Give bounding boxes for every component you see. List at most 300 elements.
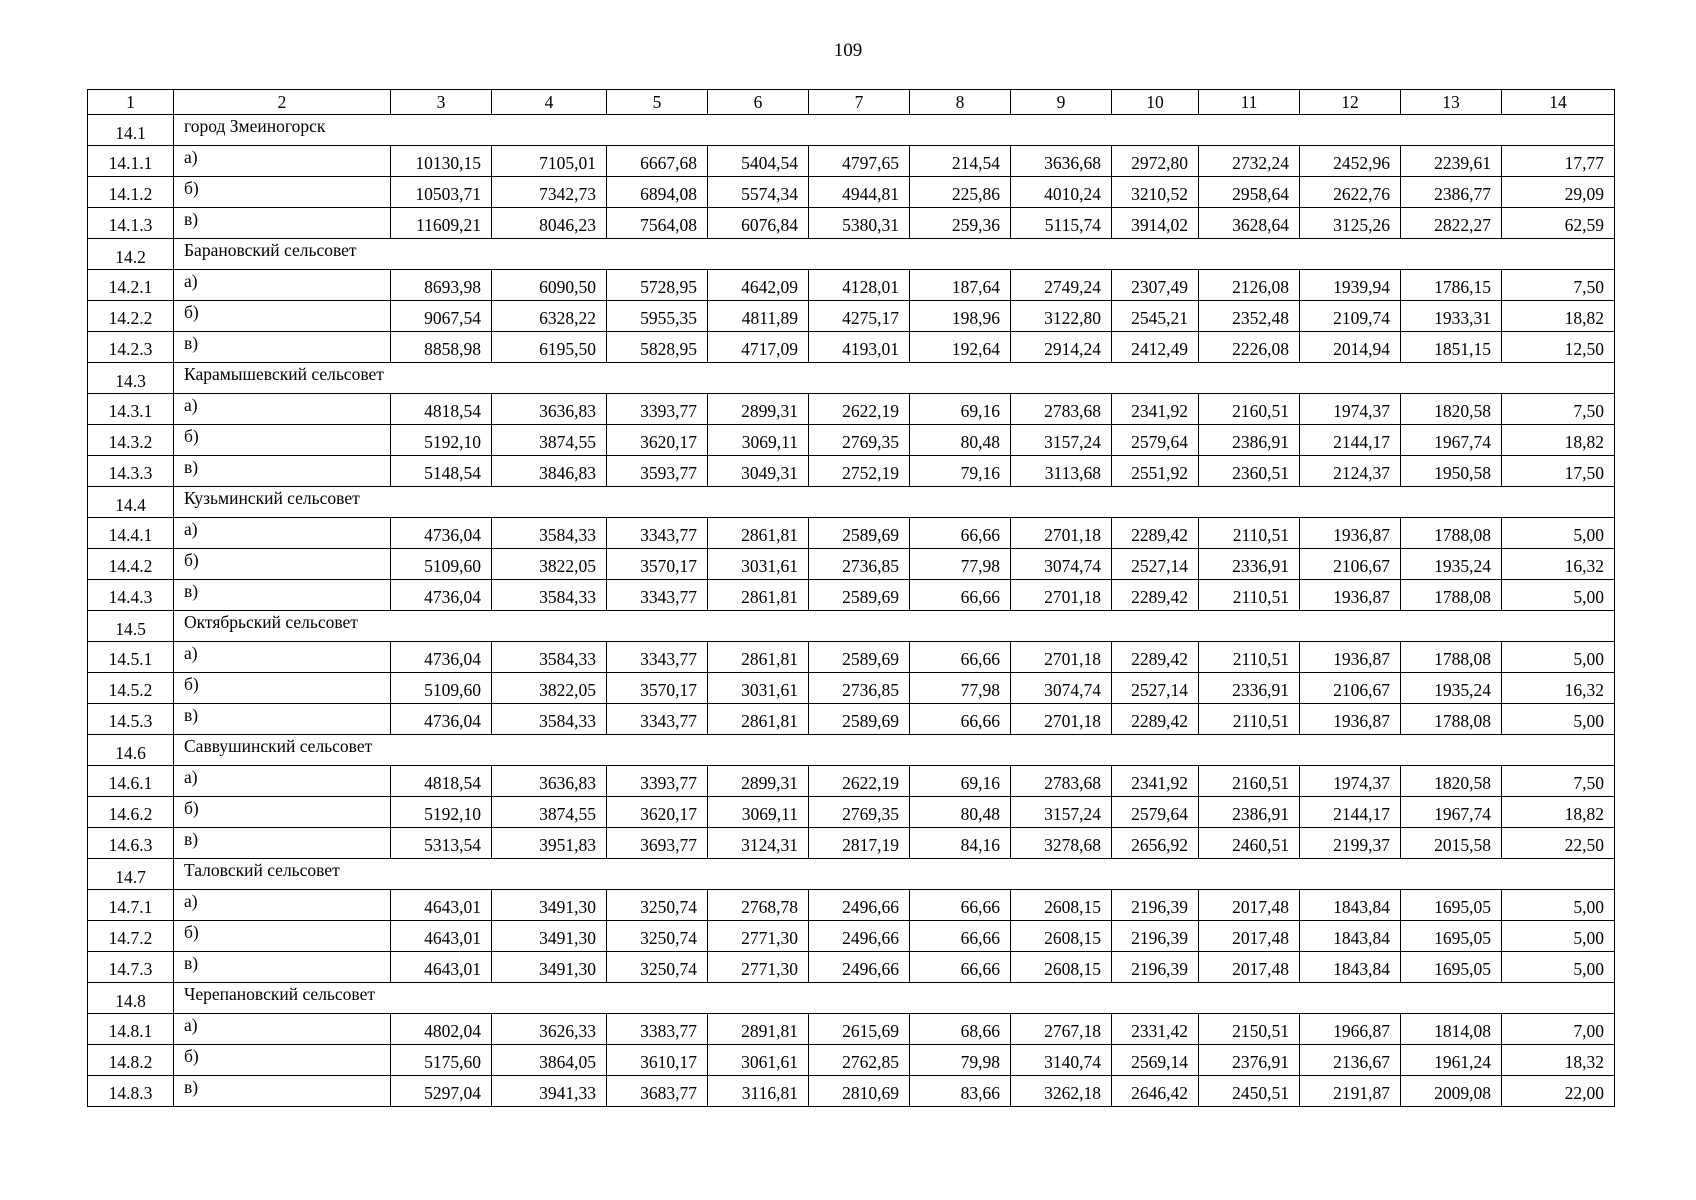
group-code: 14.3 (88, 363, 174, 394)
value-cell: 2622,76 (1300, 177, 1401, 208)
group-row (88, 239, 1615, 270)
value-cell: 3140,74 (1011, 1045, 1112, 1076)
column-header: 4 (492, 90, 607, 115)
value-cell: 2701,18 (1011, 580, 1112, 611)
value-cell: 79,16 (910, 456, 1011, 487)
value-cell: 3636,83 (492, 766, 607, 797)
table-row (88, 425, 1615, 456)
value-cell: 5115,74 (1011, 208, 1112, 239)
value-cell: 6667,68 (607, 146, 708, 177)
value-cell: 5109,60 (391, 549, 492, 580)
row-variant: а) (174, 518, 391, 549)
value-cell: 4811,89 (708, 301, 809, 332)
table-row (88, 952, 1615, 983)
value-cell: 2150,51 (1199, 1014, 1300, 1045)
value-cell: 2822,27 (1401, 208, 1502, 239)
value-cell: 17,77 (1502, 146, 1615, 177)
value-cell: 3570,17 (607, 673, 708, 704)
value-cell: 2331,42 (1112, 1014, 1199, 1045)
value-cell: 2749,24 (1011, 270, 1112, 301)
value-cell: 4643,01 (391, 921, 492, 952)
row-code: 14.2.3 (88, 332, 174, 363)
page-number: 109 (833, 40, 863, 61)
row-code: 14.2.1 (88, 270, 174, 301)
value-cell: 4193,01 (809, 332, 910, 363)
table-row (88, 549, 1615, 580)
value-cell: 3250,74 (607, 890, 708, 921)
value-cell: 2589,69 (809, 704, 910, 735)
value-cell: 3693,77 (607, 828, 708, 859)
value-cell: 5,00 (1502, 518, 1615, 549)
group-name: Кузьминский сельсовет (174, 487, 1615, 518)
value-cell: 1936,87 (1300, 642, 1401, 673)
value-cell: 1820,58 (1401, 394, 1502, 425)
value-cell: 3113,68 (1011, 456, 1112, 487)
value-cell: 10503,71 (391, 177, 492, 208)
table-row (88, 1045, 1615, 1076)
value-cell: 2891,81 (708, 1014, 809, 1045)
value-cell: 2110,51 (1199, 518, 1300, 549)
value-cell: 2386,77 (1401, 177, 1502, 208)
row-code: 14.1.1 (88, 146, 174, 177)
group-row (88, 859, 1615, 890)
value-cell: 66,66 (910, 518, 1011, 549)
value-cell: 77,98 (910, 549, 1011, 580)
value-cell: 2899,31 (708, 394, 809, 425)
value-cell: 1695,05 (1401, 921, 1502, 952)
group-name: Барановский сельсовет (174, 239, 1615, 270)
value-cell: 2527,14 (1112, 673, 1199, 704)
row-variant: б) (174, 921, 391, 952)
value-cell: 16,32 (1502, 549, 1615, 580)
value-cell: 18,82 (1502, 425, 1615, 456)
value-cell: 2622,19 (809, 766, 910, 797)
value-cell: 18,82 (1502, 301, 1615, 332)
value-cell: 4818,54 (391, 394, 492, 425)
value-cell: 2861,81 (708, 518, 809, 549)
value-cell: 2015,58 (1401, 828, 1502, 859)
value-cell: 5728,95 (607, 270, 708, 301)
value-cell: 1935,24 (1401, 549, 1502, 580)
value-cell: 2126,08 (1199, 270, 1300, 301)
value-cell: 3941,33 (492, 1076, 607, 1107)
value-cell: 3250,74 (607, 952, 708, 983)
value-cell: 11609,21 (391, 208, 492, 239)
value-cell: 4944,81 (809, 177, 910, 208)
column-header: 11 (1199, 90, 1300, 115)
value-cell: 2160,51 (1199, 766, 1300, 797)
value-cell: 1788,08 (1401, 642, 1502, 673)
value-cell: 5828,95 (607, 332, 708, 363)
value-cell: 1843,84 (1300, 890, 1401, 921)
value-cell: 2736,85 (809, 673, 910, 704)
value-cell: 1939,94 (1300, 270, 1401, 301)
value-cell: 1936,87 (1300, 518, 1401, 549)
value-cell: 5,00 (1502, 642, 1615, 673)
column-header: 13 (1401, 90, 1502, 115)
value-cell: 2551,92 (1112, 456, 1199, 487)
value-cell: 68,66 (910, 1014, 1011, 1045)
value-cell: 2496,66 (809, 890, 910, 921)
value-cell: 2615,69 (809, 1014, 910, 1045)
value-cell: 3343,77 (607, 580, 708, 611)
value-cell: 5175,60 (391, 1045, 492, 1076)
value-cell: 3874,55 (492, 425, 607, 456)
value-cell: 3061,61 (708, 1045, 809, 1076)
value-cell: 5313,54 (391, 828, 492, 859)
value-cell: 2110,51 (1199, 704, 1300, 735)
value-cell: 2341,92 (1112, 766, 1199, 797)
value-cell: 2460,51 (1199, 828, 1300, 859)
value-cell: 2958,64 (1199, 177, 1300, 208)
row-code: 14.6.2 (88, 797, 174, 828)
table-row (88, 208, 1615, 239)
value-cell: 2646,42 (1112, 1076, 1199, 1107)
value-cell: 3157,24 (1011, 797, 1112, 828)
value-cell: 3491,30 (492, 952, 607, 983)
value-cell: 3626,33 (492, 1014, 607, 1045)
value-cell: 3116,81 (708, 1076, 809, 1107)
value-cell: 4797,65 (809, 146, 910, 177)
group-row (88, 115, 1615, 146)
value-cell: 1788,08 (1401, 580, 1502, 611)
value-cell: 1695,05 (1401, 952, 1502, 983)
value-cell: 4643,01 (391, 952, 492, 983)
column-header: 12 (1300, 90, 1401, 115)
value-cell: 3278,68 (1011, 828, 1112, 859)
value-cell: 3683,77 (607, 1076, 708, 1107)
row-variant: в) (174, 828, 391, 859)
value-cell: 2360,51 (1199, 456, 1300, 487)
value-cell: 1843,84 (1300, 921, 1401, 952)
value-cell: 22,50 (1502, 828, 1615, 859)
row-code: 14.1.2 (88, 177, 174, 208)
value-cell: 77,98 (910, 673, 1011, 704)
value-cell: 2622,19 (809, 394, 910, 425)
value-cell: 7342,73 (492, 177, 607, 208)
value-cell: 5,00 (1502, 704, 1615, 735)
value-cell: 1695,05 (1401, 890, 1502, 921)
group-row (88, 487, 1615, 518)
value-cell: 259,36 (910, 208, 1011, 239)
value-cell: 2608,15 (1011, 890, 1112, 921)
value-cell: 1786,15 (1401, 270, 1502, 301)
value-cell: 2144,17 (1300, 797, 1401, 828)
column-header: 10 (1112, 90, 1199, 115)
value-cell: 3864,05 (492, 1045, 607, 1076)
value-cell: 8693,98 (391, 270, 492, 301)
value-cell: 3383,77 (607, 1014, 708, 1045)
row-variant: а) (174, 1014, 391, 1045)
value-cell: 6894,08 (607, 177, 708, 208)
table-row (88, 704, 1615, 735)
value-cell: 3636,83 (492, 394, 607, 425)
value-cell: 1851,15 (1401, 332, 1502, 363)
value-cell: 4010,24 (1011, 177, 1112, 208)
value-cell: 2336,91 (1199, 549, 1300, 580)
column-header: 8 (910, 90, 1011, 115)
value-cell: 2817,19 (809, 828, 910, 859)
value-cell: 2106,67 (1300, 549, 1401, 580)
value-cell: 2289,42 (1112, 580, 1199, 611)
value-cell: 3914,02 (1112, 208, 1199, 239)
value-cell: 5,00 (1502, 890, 1615, 921)
row-variant: б) (174, 797, 391, 828)
value-cell: 17,50 (1502, 456, 1615, 487)
group-code: 14.7 (88, 859, 174, 890)
group-name: Карамышевский сельсовет (174, 363, 1615, 394)
value-cell: 2110,51 (1199, 580, 1300, 611)
value-cell: 18,82 (1502, 797, 1615, 828)
value-cell: 2450,51 (1199, 1076, 1300, 1107)
row-variant: в) (174, 456, 391, 487)
value-cell: 2144,17 (1300, 425, 1401, 456)
value-cell: 66,66 (910, 704, 1011, 735)
value-cell: 198,96 (910, 301, 1011, 332)
value-cell: 4643,01 (391, 890, 492, 921)
value-cell: 2196,39 (1112, 890, 1199, 921)
row-code: 14.5.2 (88, 673, 174, 704)
value-cell: 66,66 (910, 952, 1011, 983)
value-cell: 2783,68 (1011, 766, 1112, 797)
group-row (88, 611, 1615, 642)
row-code: 14.7.2 (88, 921, 174, 952)
table-body (88, 90, 1615, 1107)
value-cell: 2701,18 (1011, 518, 1112, 549)
value-cell: 2861,81 (708, 642, 809, 673)
row-variant: б) (174, 1045, 391, 1076)
value-cell: 4642,09 (708, 270, 809, 301)
row-variant: а) (174, 270, 391, 301)
value-cell: 69,16 (910, 394, 1011, 425)
group-name: город Змеиногорск (174, 115, 1615, 146)
row-variant: б) (174, 673, 391, 704)
value-cell: 3951,83 (492, 828, 607, 859)
table-row (88, 1014, 1615, 1045)
column-header: 9 (1011, 90, 1112, 115)
group-name: Таловский сельсовет (174, 859, 1615, 890)
value-cell: 5404,54 (708, 146, 809, 177)
tariff-table (87, 89, 1615, 1107)
value-cell: 225,86 (910, 177, 1011, 208)
row-variant: в) (174, 580, 391, 611)
value-cell: 6090,50 (492, 270, 607, 301)
value-cell: 2589,69 (809, 642, 910, 673)
row-code: 14.4.2 (88, 549, 174, 580)
value-cell: 2124,37 (1300, 456, 1401, 487)
value-cell: 3584,33 (492, 580, 607, 611)
table-row (88, 828, 1615, 859)
table-row (88, 301, 1615, 332)
value-cell: 2496,66 (809, 952, 910, 983)
header-row (88, 90, 1615, 115)
value-cell: 2352,48 (1199, 301, 1300, 332)
value-cell: 80,48 (910, 425, 1011, 456)
value-cell: 1933,31 (1401, 301, 1502, 332)
value-cell: 5955,35 (607, 301, 708, 332)
value-cell: 2972,80 (1112, 146, 1199, 177)
value-cell: 6328,22 (492, 301, 607, 332)
group-name: Саввушинский сельсовет (174, 735, 1615, 766)
value-cell: 2289,42 (1112, 642, 1199, 673)
value-cell: 2769,35 (809, 425, 910, 456)
value-cell: 3570,17 (607, 549, 708, 580)
value-cell: 3584,33 (492, 642, 607, 673)
value-cell: 2289,42 (1112, 704, 1199, 735)
value-cell: 3636,68 (1011, 146, 1112, 177)
table-row (88, 673, 1615, 704)
value-cell: 83,66 (910, 1076, 1011, 1107)
table-row (88, 580, 1615, 611)
row-code: 14.8.1 (88, 1014, 174, 1045)
table-row (88, 456, 1615, 487)
value-cell: 1936,87 (1300, 704, 1401, 735)
value-cell: 1788,08 (1401, 518, 1502, 549)
value-cell: 1843,84 (1300, 952, 1401, 983)
value-cell: 66,66 (910, 890, 1011, 921)
value-cell: 2569,14 (1112, 1045, 1199, 1076)
value-cell: 3822,05 (492, 549, 607, 580)
row-code: 14.1.3 (88, 208, 174, 239)
value-cell: 2412,49 (1112, 332, 1199, 363)
value-cell: 9067,54 (391, 301, 492, 332)
row-variant: а) (174, 394, 391, 425)
value-cell: 2608,15 (1011, 952, 1112, 983)
value-cell: 3124,31 (708, 828, 809, 859)
value-cell: 2771,30 (708, 952, 809, 983)
value-cell: 3584,33 (492, 704, 607, 735)
value-cell: 3620,17 (607, 797, 708, 828)
value-cell: 2341,92 (1112, 394, 1199, 425)
value-cell: 2701,18 (1011, 642, 1112, 673)
value-cell: 5297,04 (391, 1076, 492, 1107)
table-row (88, 518, 1615, 549)
value-cell: 2196,39 (1112, 921, 1199, 952)
group-code: 14.5 (88, 611, 174, 642)
value-cell: 2701,18 (1011, 704, 1112, 735)
value-cell: 4275,17 (809, 301, 910, 332)
value-cell: 7105,01 (492, 146, 607, 177)
value-cell: 3393,77 (607, 766, 708, 797)
row-code: 14.7.1 (88, 890, 174, 921)
value-cell: 2106,67 (1300, 673, 1401, 704)
value-cell: 2579,64 (1112, 425, 1199, 456)
value-cell: 4736,04 (391, 704, 492, 735)
value-cell: 3343,77 (607, 704, 708, 735)
row-variant: в) (174, 208, 391, 239)
value-cell: 12,50 (1502, 332, 1615, 363)
value-cell: 3122,80 (1011, 301, 1112, 332)
column-header: 6 (708, 90, 809, 115)
value-cell: 5,00 (1502, 952, 1615, 983)
value-cell: 79,98 (910, 1045, 1011, 1076)
value-cell: 4818,54 (391, 766, 492, 797)
row-variant: а) (174, 766, 391, 797)
value-cell: 2136,67 (1300, 1045, 1401, 1076)
value-cell: 3343,77 (607, 642, 708, 673)
row-code: 14.7.3 (88, 952, 174, 983)
value-cell: 7,50 (1502, 270, 1615, 301)
value-cell: 2589,69 (809, 518, 910, 549)
value-cell: 4736,04 (391, 518, 492, 549)
column-header: 2 (174, 90, 391, 115)
table-row (88, 642, 1615, 673)
table-row (88, 146, 1615, 177)
value-cell: 1961,24 (1401, 1045, 1502, 1076)
group-code: 14.1 (88, 115, 174, 146)
value-cell: 2914,24 (1011, 332, 1112, 363)
row-variant: а) (174, 146, 391, 177)
value-cell: 3610,17 (607, 1045, 708, 1076)
value-cell: 192,64 (910, 332, 1011, 363)
value-cell: 2861,81 (708, 704, 809, 735)
value-cell: 2496,66 (809, 921, 910, 952)
value-cell: 1950,58 (1401, 456, 1502, 487)
value-cell: 3250,74 (607, 921, 708, 952)
table-row (88, 797, 1615, 828)
value-cell: 2110,51 (1199, 642, 1300, 673)
value-cell: 8858,98 (391, 332, 492, 363)
value-cell: 6195,50 (492, 332, 607, 363)
value-cell: 4128,01 (809, 270, 910, 301)
value-cell: 3069,11 (708, 797, 809, 828)
value-cell: 3125,26 (1300, 208, 1401, 239)
value-cell: 4802,04 (391, 1014, 492, 1045)
value-cell: 3074,74 (1011, 549, 1112, 580)
table-row (88, 394, 1615, 425)
row-code: 14.3.3 (88, 456, 174, 487)
value-cell: 3031,61 (708, 673, 809, 704)
row-code: 14.2.2 (88, 301, 174, 332)
value-cell: 7564,08 (607, 208, 708, 239)
value-cell: 2589,69 (809, 580, 910, 611)
column-header: 1 (88, 90, 174, 115)
value-cell: 2376,91 (1199, 1045, 1300, 1076)
value-cell: 3210,52 (1112, 177, 1199, 208)
value-cell: 5380,31 (809, 208, 910, 239)
table-row (88, 1076, 1615, 1107)
value-cell: 4736,04 (391, 580, 492, 611)
row-code: 14.5.3 (88, 704, 174, 735)
value-cell: 66,66 (910, 642, 1011, 673)
row-code: 14.6.3 (88, 828, 174, 859)
value-cell: 2768,78 (708, 890, 809, 921)
row-code: 14.5.1 (88, 642, 174, 673)
value-cell: 2545,21 (1112, 301, 1199, 332)
value-cell: 2810,69 (809, 1076, 910, 1107)
value-cell: 2196,39 (1112, 952, 1199, 983)
group-code: 14.2 (88, 239, 174, 270)
value-cell: 2199,37 (1300, 828, 1401, 859)
value-cell: 4736,04 (391, 642, 492, 673)
value-cell: 1935,24 (1401, 673, 1502, 704)
value-cell: 5,00 (1502, 921, 1615, 952)
value-cell: 2783,68 (1011, 394, 1112, 425)
value-cell: 2017,48 (1199, 952, 1300, 983)
value-cell: 2762,85 (809, 1045, 910, 1076)
value-cell: 3593,77 (607, 456, 708, 487)
value-cell: 3343,77 (607, 518, 708, 549)
table-row (88, 890, 1615, 921)
value-cell: 2767,18 (1011, 1014, 1112, 1045)
value-cell: 1820,58 (1401, 766, 1502, 797)
value-cell: 1974,37 (1300, 766, 1401, 797)
value-cell: 2452,96 (1300, 146, 1401, 177)
value-cell: 3069,11 (708, 425, 809, 456)
value-cell: 3491,30 (492, 890, 607, 921)
row-variant: а) (174, 642, 391, 673)
value-cell: 2386,91 (1199, 425, 1300, 456)
